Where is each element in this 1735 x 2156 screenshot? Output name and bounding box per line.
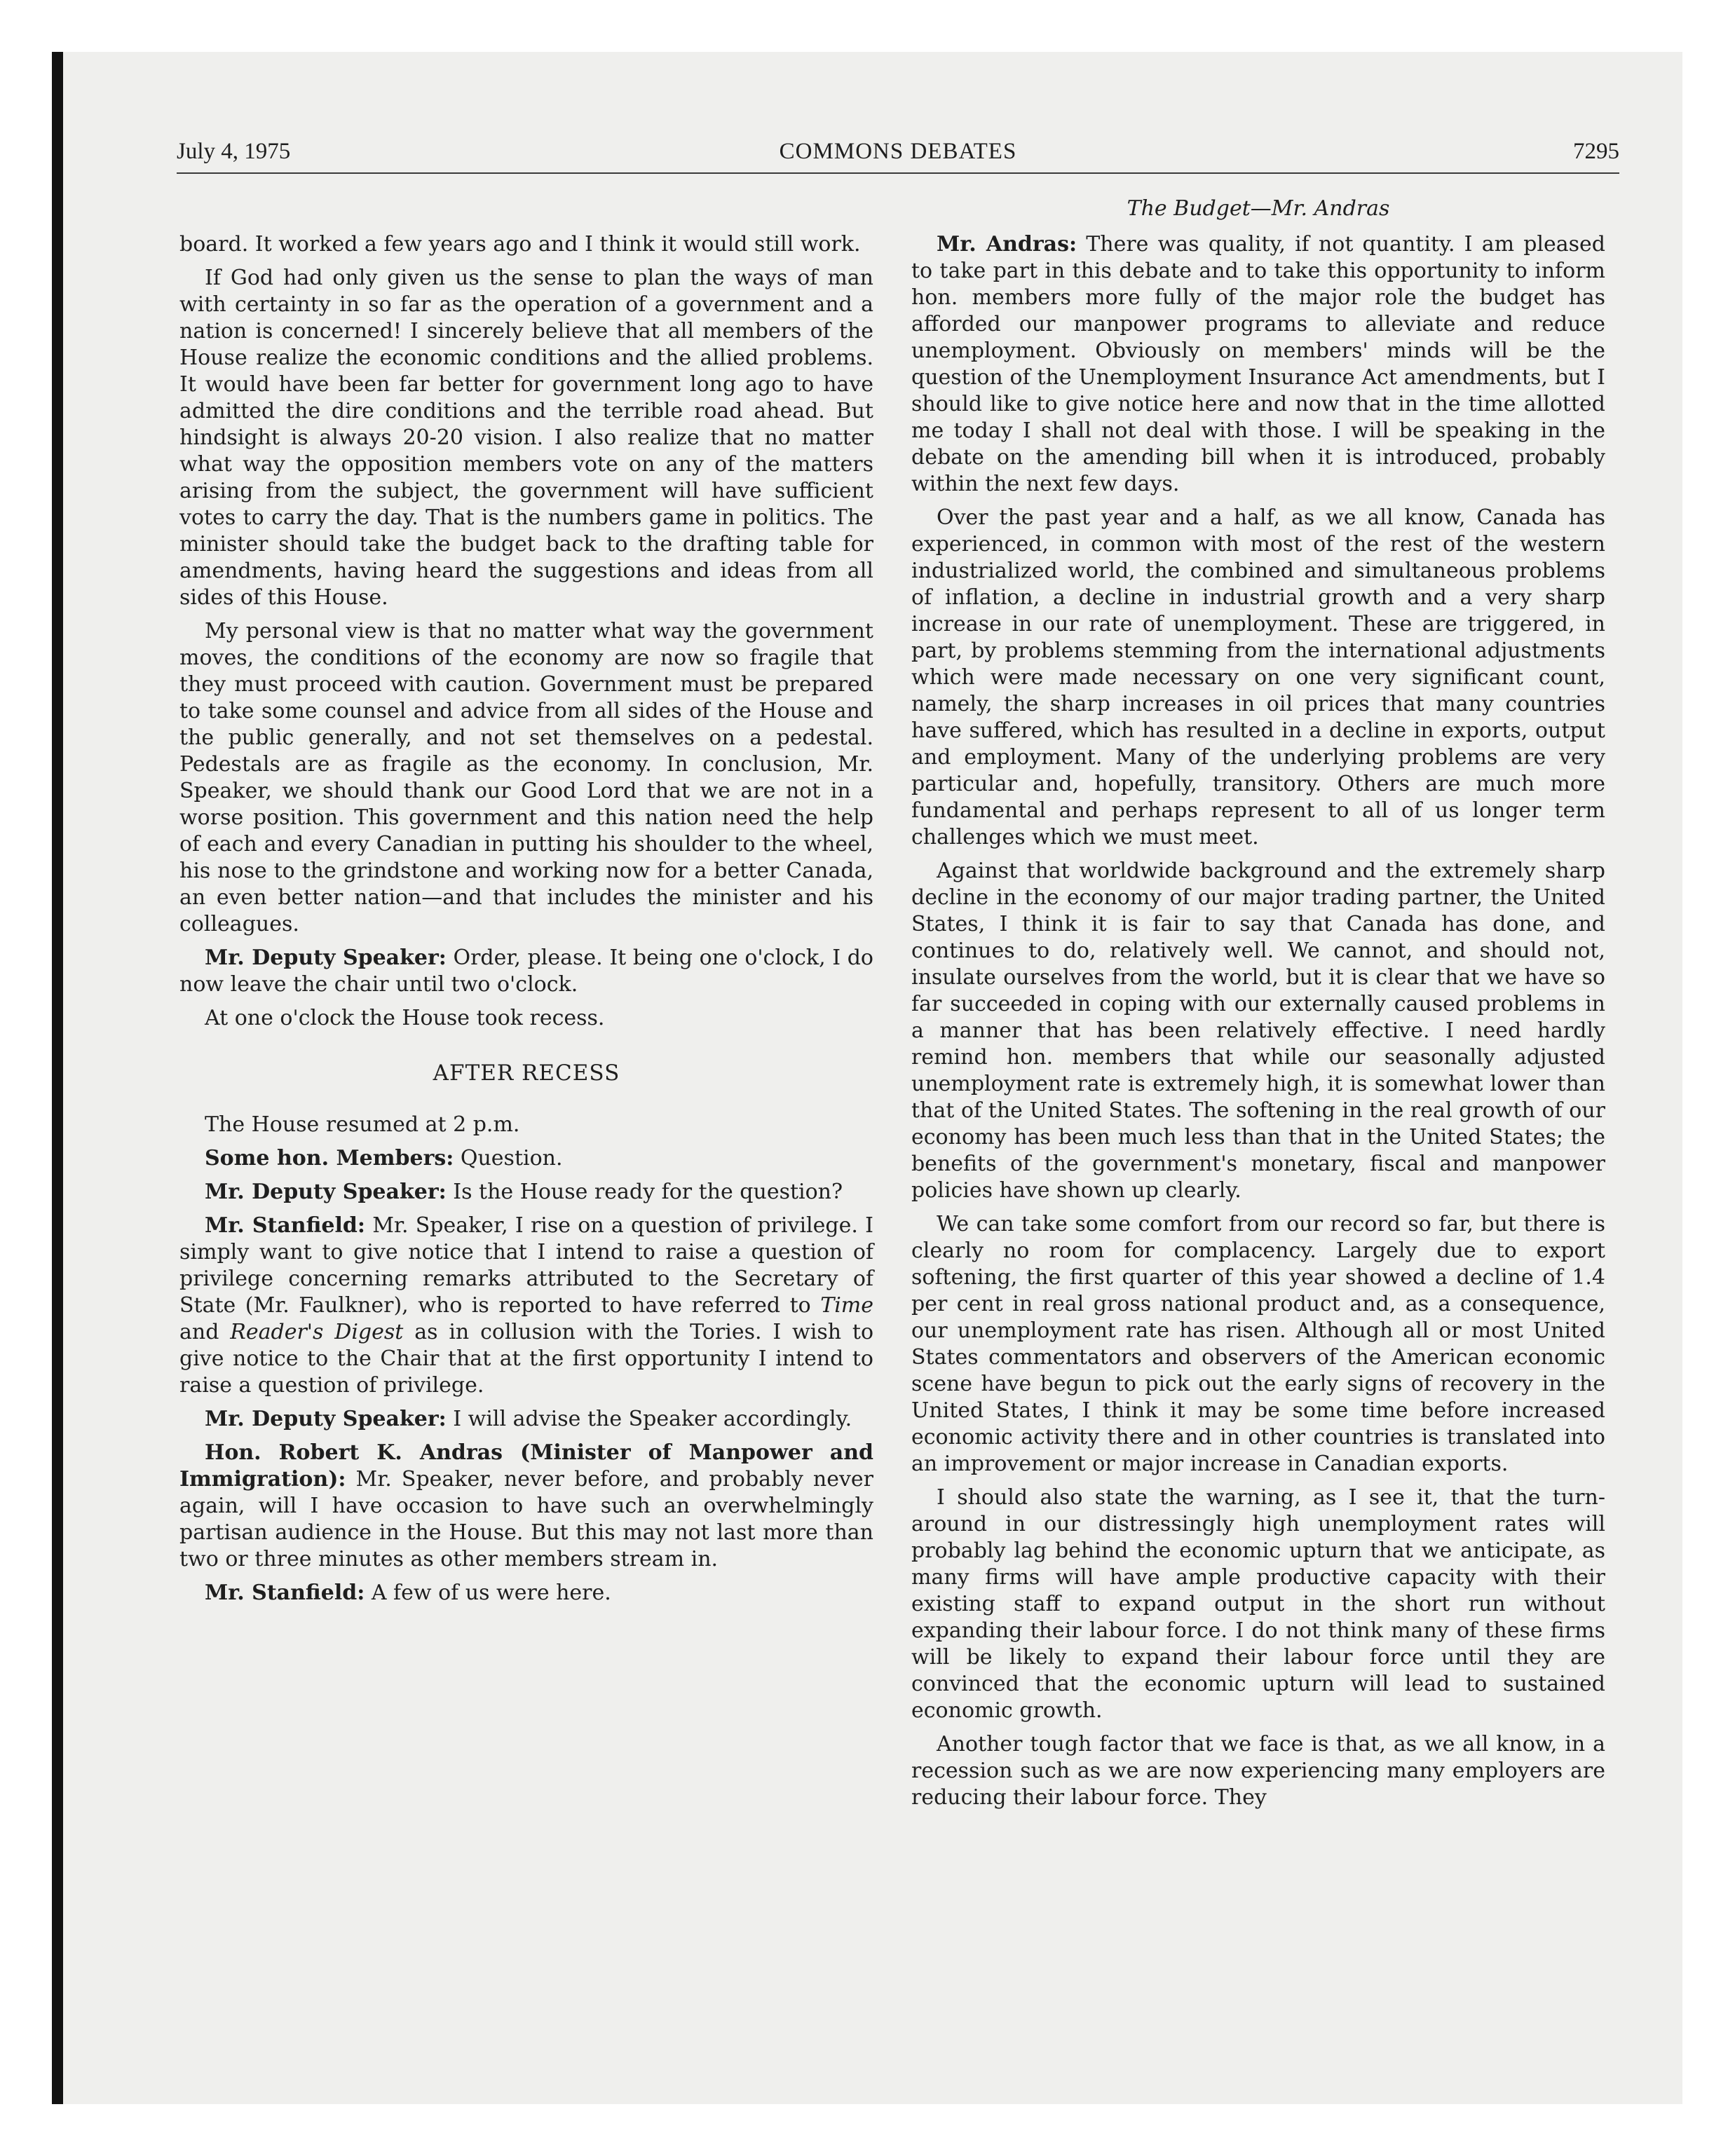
scan-edge-shadow [52, 52, 63, 2104]
paragraph: If God had only given us the sense to plan the ways of man with certainty in so far as the operation of a government and a nation is concerned! I sincerely believe that all members of the House realize the economic conditions and the allied problems. It would have been far better for government long ago to have admitted the dire conditions and the terrible road ahead. But hindsight is always 20-20 vision. I also realize that no matter what way the opposition members vote on any of the matters arising from the subject, the government will have sufficient votes to carry the day. That is the numbers game in politics. The minister should take the budget back to the drafting table for amendments, having heard the suggestions and ideas from all sides of this House. [179, 266, 873, 610]
speaker-name: Hon. Robert K. Andras (Minister of Manpower and Immigration): [179, 1440, 873, 1492]
paragraph: Mr. Deputy Speaker: Order, please. It being one o'clock, I do now leave the chair until two o'clock. [179, 946, 873, 997]
page-header [177, 139, 1619, 172]
speaker-name: Mr. Deputy Speaker: [205, 946, 447, 970]
paragraph: Mr. Andras: There was quality, if not quantity. I am pleased to take part in this debate and to take this opportunity to inform hon. members more fully of the major role the budget has afforded our manpower programs to alleviate and reduce unemployment. Obviously on members' minds will be the question of the Unemployment Insurance Act amendments, but I should like to give notice here and now that in the time allotted me today I shall not deal with those. I will be speaking in the debate on the amending bill when it is introduced, probably within the next few days. [911, 232, 1605, 496]
speaker-name: Mr. Stanfield: [205, 1581, 365, 1605]
paragraph: Another tough factor that we face is that, as we all know, in a recession such as we are now experiencing many employers are reducing their labour force. They [911, 1732, 1605, 1810]
header-date: July 4, 1975 [177, 139, 291, 164]
speaker-name: Mr. Deputy Speaker: [205, 1180, 447, 1204]
paragraph: Against that worldwide background and the extremely sharp decline in the economy of our major trading partner, the United States, I think it is fair to say that Canada has done, and continues to do, relatively well. We cannot, and should not, insulate ourselves from the world, but it is clear that we have so far succeeded in coping with our externally caused problems in a manner that has been relatively effective. I need hardly remind hon. members that while our seasonally adjusted unemployment rate is extremely high, it is somewhat lower than that of the United States. The softening in the real growth of our economy has been much less than that in the United States; the benefits of the government's monetary, fiscal and manpower policies have shown up clearly. [911, 859, 1605, 1203]
paragraph: Some hon. Members: Question. [205, 1146, 563, 1171]
paragraph: My personal view is that no matter what way the government moves, the conditions of the economy are now so fragile that they must proceed with caution. Government must be prepared to take some counsel and advice from all sides of the House and the public generally, and not set themselves on a pedestal. Pedestals are as fragile as the economy. In conclusion, Mr. Speaker, we should thank our Good Lord that we are not in a worse position. This government and this nation need the help of each and every Canadian in putting his shoulder to the wheel, his nose to the grindstone and working now for a better Canada, an even better nation—and that includes the minister and his colleagues. [179, 619, 873, 936]
page-number: 7295 [1573, 139, 1619, 164]
paragraph: I should also state the warning, as I see it, that the turn-around in our distressingly high unemployment rates will probably lag behind the economic upturn that we anticipate, as many firms will have ample productive capacity with their existing staff to expand output in the short run without expanding their labour force. I do not think many of these firms will be likely to expand their labour force until they are convinced that the economic upturn will lead to sustained economic growth. [911, 1485, 1605, 1723]
right-column [911, 231, 1605, 1818]
header-rule [177, 172, 1619, 174]
speaker-name: Mr. Stanfield: [205, 1213, 365, 1238]
paragraph: Mr. Deputy Speaker: I will advise the Speaker accordingly. [205, 1407, 852, 1431]
speaker-name: Mr. Andras: [937, 232, 1077, 257]
speaker-name: Mr. Deputy Speaker: [205, 1407, 447, 1431]
speaker-name: Some hon. Members: [205, 1146, 454, 1171]
section-heading: AFTER RECESS [433, 1060, 620, 1086]
paragraph: Mr. Stanfield: A few of us were here. [205, 1581, 611, 1605]
paragraph: At one o'clock the House took recess. [205, 1006, 605, 1030]
publication-title: COMMONS DEBATES [779, 139, 1017, 164]
paragraph: We can take some comfort from our record so far, but there is clearly no room for complacency. Largely due to export softening, the first quarter of this year showed a decline of 1.4 per cent in real gross national product and, as a consequence, our unemployment rate has risen. Although all or most United States commentators and observers of the American economic scene have begun to pick out the early signs of recovery in the United States, I think it may be some time before increased economic activity there and in other countries is translated into an improvement or major increase in Canadian exports. [911, 1212, 1605, 1476]
running-head: The Budget—Mr. Andras [1127, 196, 1390, 221]
paragraph: Mr. Stanfield: Mr. Speaker, I rise on a question of privilege. I simply want to give notice that I intend to raise a question of privilege concerning remarks attributed to the Secretary of State (Mr. Faulkner), who is reported to have referred to Time and Reader's Digest as in collusion with the Tories. I wish to give notice to the Chair that at the first opportunity I intend to raise a question of privilege. [179, 1213, 874, 1398]
left-column [179, 231, 873, 1613]
paragraph: board. It worked a few years ago and I think it would still work. [179, 232, 861, 257]
paragraph: Mr. Deputy Speaker: Is the House ready for the question? [205, 1180, 843, 1204]
paragraph: Hon. Robert K. Andras (Minister of Manpower and Immigration): Mr. Speaker, never before, and probably never again, will I have occasion to have such an overwhelmingly partisan audience in the House. But this may not last more than two or three minutes as other members stream in. [179, 1440, 873, 1571]
paragraph: The House resumed at 2 p.m. [205, 1112, 520, 1137]
paragraph: Over the past year and a half, as we all know, Canada has experienced, in common with most of the rest of the western industrialized world, the combined and simultaneous problems of inflation, a decline in industrial growth and a very sharp increase in our rate of unemployment. These are triggered, in part, by problems stemming from the international adjustments which were made necessary on one very significant count, namely, the sharp increases in oil prices that many countries have suffered, which has resulted in a decline in exports, output and employment. Many of the underlying problems are very particular and, hopefully, transitory. Others are much more fundamental and perhaps represent to all of us longer term challenges which we must meet. [911, 505, 1605, 850]
